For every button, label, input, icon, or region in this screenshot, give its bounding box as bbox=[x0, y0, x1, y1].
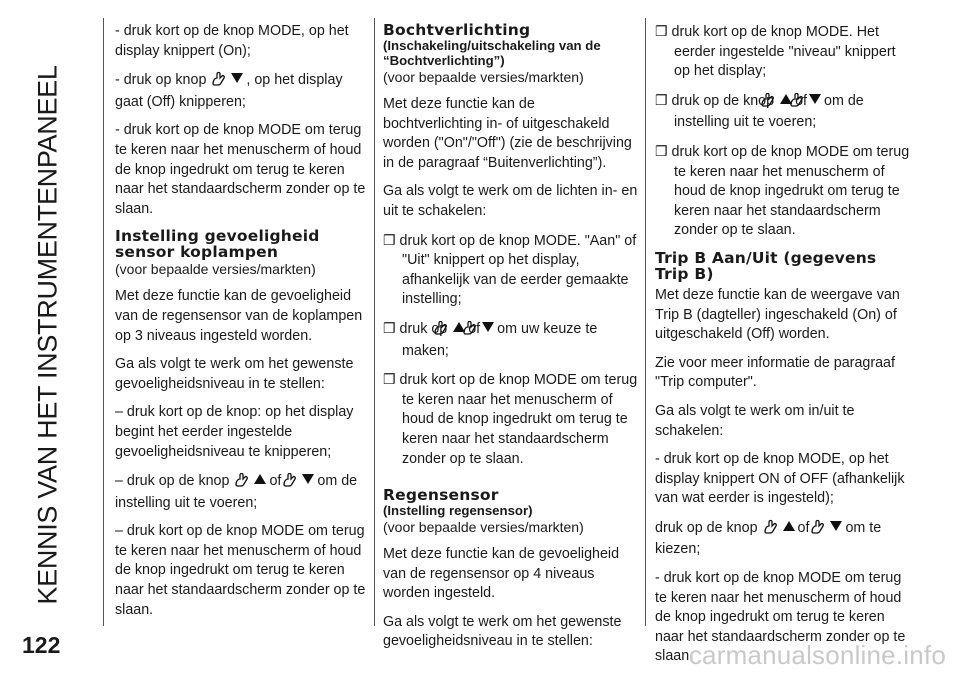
column-1 bbox=[115, 22, 367, 629]
paragraph: Met deze functie kan de weergave van Trip B (dagteller) ingeschakeld (On) of uitgeschakeld (Off) worden. bbox=[655, 286, 900, 343]
paragraph: - druk kort op de knop MODE, op het display knippert ON of OFF (afhankelijk van wat eerder is ingesteld); bbox=[655, 451, 905, 507]
paragraph: Ga als volgt te werk om het gewenste gevoeligheidsniveau in te stellen: bbox=[383, 613, 622, 650]
paragraph: Met deze functie kan de gevoeligheid van de regensensor van de koplampen op 3 niveaus ingesteld worden. bbox=[115, 288, 363, 344]
paragraph: Ga als volgt te werk om de lichten in- en uit te schakelen: bbox=[383, 183, 638, 219]
bullet-box-icon: ❒ bbox=[655, 91, 668, 108]
paragraph: Met deze functie kan de bochtverlichting in- of uitgeschakeld worden ("On"/"Off") (zie de beschrijving in de paragraaf “Buitenverlichting”). bbox=[383, 96, 632, 171]
paragraph: Met deze functie kan de gevoeligheid van de regensensor op 4 niveaus worden ingesteld. bbox=[383, 546, 620, 602]
bullet-item: ❒ druk kort op de knop MODE. "Aan" of "Uit" knippert op het display, afhankelijk van de eerder gemaakte instelling; bbox=[383, 231, 637, 308]
watermark: carmanualsonline.info bbox=[688, 640, 946, 670]
paragraph: Zie voor meer informatie de paragraaf "Trip computer". bbox=[655, 354, 895, 391]
paragraph: Ga als volgt te werk om het gewenste gevoeligheidsniveau in te stellen: bbox=[115, 356, 354, 392]
bullet-box-icon: ❒ bbox=[655, 23, 668, 39]
hand-arrow-up-icon bbox=[234, 471, 268, 494]
column-rule bbox=[103, 18, 104, 626]
section-heading: Trip B Aan/Uit (gegevens Trip B) bbox=[655, 248, 877, 283]
column-2 bbox=[383, 22, 638, 661]
paragraph: Ga als volgt te werk om in/uit te schakelen: bbox=[655, 402, 855, 439]
bullet-item: ❒ druk kort op de knop MODE om terug te keren naar het menuscherm of houd de knop ingedrukt om terug te keren naar het standaardscherm zonder op te slaan. bbox=[383, 371, 638, 467]
bullet-item: ❒ druk op of om uw keuze te maken; bbox=[383, 319, 598, 359]
hand-arrow-down-icon bbox=[211, 70, 245, 93]
column-rule bbox=[374, 18, 375, 626]
note: (voor bepaalde versies/markten) bbox=[383, 69, 584, 85]
paragraph: druk op de knop of om te kiezen; bbox=[655, 519, 882, 558]
paragraph: - druk op knop , op het display gaat (Off) knipperen; bbox=[115, 72, 343, 110]
hand-arrow-up-icon bbox=[763, 518, 797, 541]
paragraph: - druk kort op de knop MODE om terug te keren naar het menuscherm of houd de knop ingedrukt om terug te keren naar het standaardscherm zonder op te slaan. bbox=[115, 122, 366, 217]
section-heading: Bochtverlichting bbox=[383, 21, 531, 39]
section-heading: Regensensor bbox=[383, 486, 499, 505]
bullet-item: ❒ druk kort op de knop MODE om terug te keren naar het menuscherm of houd de knop ingedrukt om terug te keren naar het standaardscherm zonder op te slaan. bbox=[655, 142, 910, 239]
subheading: (Instelling regensensor) bbox=[383, 503, 533, 519]
note: (voor bepaalde versies/markten) bbox=[115, 261, 316, 278]
hand-arrow-down-icon bbox=[282, 471, 316, 494]
bullet-item: ❒ druk kort op de knop MODE. Het eerder ingestelde "niveau" knippert op het display; bbox=[655, 23, 896, 80]
bullet-box-icon: ❒ bbox=[383, 319, 396, 336]
hand-arrow-down-icon bbox=[810, 518, 844, 541]
column-3 bbox=[655, 22, 913, 676]
column-rule bbox=[645, 18, 646, 626]
note: (voor bepaalde versies/markten) bbox=[383, 519, 584, 536]
bullet-box-icon: ❒ bbox=[655, 142, 668, 159]
section-heading: Instelling gevoeligheid sensor koplampen bbox=[115, 227, 320, 262]
hand-arrow-down-icon bbox=[481, 319, 496, 342]
page-number: 122 bbox=[22, 632, 61, 658]
paragraph: – druk kort op de knop MODE om terug te keren naar het menuscherm of houd de knop ingedrukt om terug te keren naar het standaardscherm zonder op te slaan. bbox=[115, 523, 366, 618]
bullet-box-icon: ❒ bbox=[383, 231, 396, 248]
paragraph: - druk kort op de knop MODE om terug te keren naar het menuscherm of houd de knop ingedrukt om terug te keren naar het standaardscherm zonder op te slaan. bbox=[655, 570, 906, 665]
hand-arrow-down-icon bbox=[808, 91, 823, 114]
paragraph: – druk kort op de knop: op het display begint het eerder ingestelde gevoeligheidsniveau te knipperen; bbox=[115, 404, 354, 460]
bullet-item: ❒ druk op de knop of om de instelling uit te voeren; bbox=[655, 91, 864, 131]
subheading: (Inschakeling/uitschakeling van de “Bochtverlichting”) bbox=[383, 38, 601, 68]
bullet-box-icon: ❒ bbox=[383, 371, 396, 388]
paragraph: - druk kort op de knop MODE, op het display knippert (On); bbox=[115, 23, 349, 59]
paragraph: – druk op de knop of om de instelling uit te voeren; bbox=[115, 473, 358, 511]
